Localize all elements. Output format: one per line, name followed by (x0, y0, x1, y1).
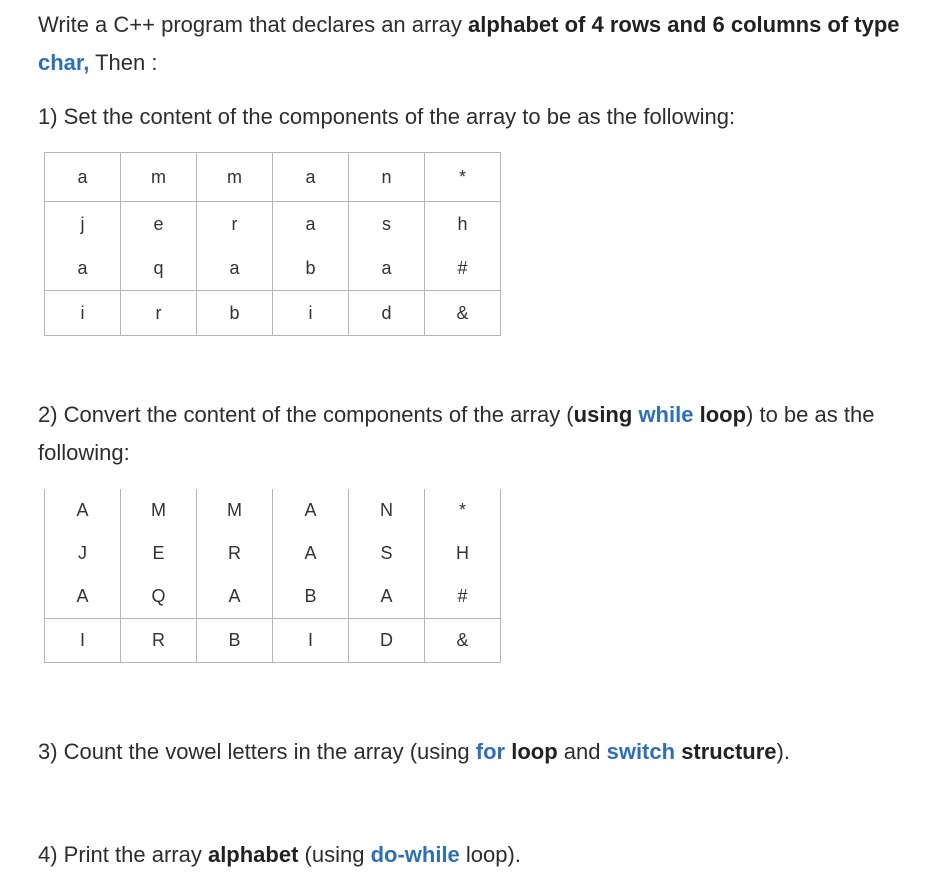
table-cell: A (349, 575, 425, 619)
table-cell: D (349, 619, 425, 663)
intro-array-spec: alphabet of 4 rows and 6 columns of type (468, 12, 900, 37)
table-cell: a (197, 246, 273, 291)
table-cell: H (425, 532, 501, 575)
step-2-using: using (573, 402, 633, 427)
step-3-switch-keyword: switch (606, 739, 676, 764)
table-cell: * (425, 153, 501, 202)
table-cell: I (45, 619, 121, 663)
intro-text-start: Write a C++ program that declares an array (38, 12, 469, 37)
table-cell: J (45, 532, 121, 575)
step-3-loop: loop (511, 739, 558, 764)
table-cell: a (349, 246, 425, 291)
table-cell: j (45, 202, 121, 247)
table-cell: & (425, 619, 501, 663)
intro-char-keyword: char, (38, 50, 90, 75)
table-cell: A (45, 575, 121, 619)
table-cell: S (349, 532, 425, 575)
table-cell: r (121, 291, 197, 336)
step-3-paragraph (38, 733, 928, 771)
table-cell: & (425, 291, 501, 336)
intro-text-end: Then : (89, 50, 158, 75)
table-cell: I (273, 619, 349, 663)
table-cell: d (349, 291, 425, 336)
intro-paragraph (38, 6, 928, 82)
table-cell: i (273, 291, 349, 336)
table-cell: a (45, 246, 121, 291)
table-cell: N (349, 489, 425, 532)
table-cell: b (273, 246, 349, 291)
table-cell: M (197, 489, 273, 532)
table-cell: n (349, 153, 425, 202)
step-2-loop: loop (699, 402, 747, 427)
table-cell: E (121, 532, 197, 575)
table-cell: m (121, 153, 197, 202)
table-cell: a (273, 153, 349, 202)
step-4-text-end: loop). (459, 842, 521, 867)
table-cell: m (197, 153, 273, 202)
step-3-for-keyword: for (475, 739, 506, 764)
table-cell: q (121, 246, 197, 291)
table-cell: A (273, 532, 349, 575)
step-1-paragraph: 1) Set the content of the components of the array to be as the following: (38, 104, 736, 129)
table-cell: * (425, 489, 501, 532)
step-4-using: (using (298, 842, 371, 867)
table-cell: i (45, 291, 121, 336)
table-cell: B (273, 575, 349, 619)
table-cell: r (197, 202, 273, 247)
table-cell: # (425, 246, 501, 291)
table-row (45, 619, 501, 663)
step-3-structure: structure (681, 739, 777, 764)
table-row (45, 291, 501, 336)
table-cell: M (121, 489, 197, 532)
uppercase-array-table (44, 489, 501, 663)
table-cell: B (197, 619, 273, 663)
table-row (45, 575, 501, 619)
step-4-paragraph (38, 836, 928, 874)
table-cell: R (121, 619, 197, 663)
step-4-text-start: 4) Print the array (38, 842, 208, 867)
step-4-array-name: alphabet (207, 842, 299, 867)
table-cell: R (197, 532, 273, 575)
table-cell: a (45, 153, 121, 202)
table-cell: b (197, 291, 273, 336)
table-cell: s (349, 202, 425, 247)
step-3-and: and (557, 739, 607, 764)
table-cell: e (121, 202, 197, 247)
table-cell: Q (121, 575, 197, 619)
step-4-do-while-keyword: do-while (370, 842, 460, 867)
step-3-text-end: ). (776, 739, 790, 764)
step-2-text-end: ) to be as the following: (38, 402, 875, 465)
step-3-text-start: 3) Count the vowel letters in the array (using (38, 739, 476, 764)
table-row (45, 489, 501, 532)
step-2-while-keyword: while (638, 402, 694, 427)
table-row (45, 532, 501, 575)
table-cell: h (425, 202, 501, 247)
table-cell: A (197, 575, 273, 619)
table-row (45, 246, 501, 291)
table-row (45, 153, 501, 202)
step-2-paragraph (38, 396, 928, 472)
table-cell: A (273, 489, 349, 532)
step-2-text-start: 2) Convert the content of the components of the array ( (38, 402, 574, 427)
table-row (45, 202, 501, 247)
table-cell: # (425, 575, 501, 619)
table-cell: A (45, 489, 121, 532)
table-cell: a (273, 202, 349, 247)
lowercase-array-table (44, 152, 501, 336)
